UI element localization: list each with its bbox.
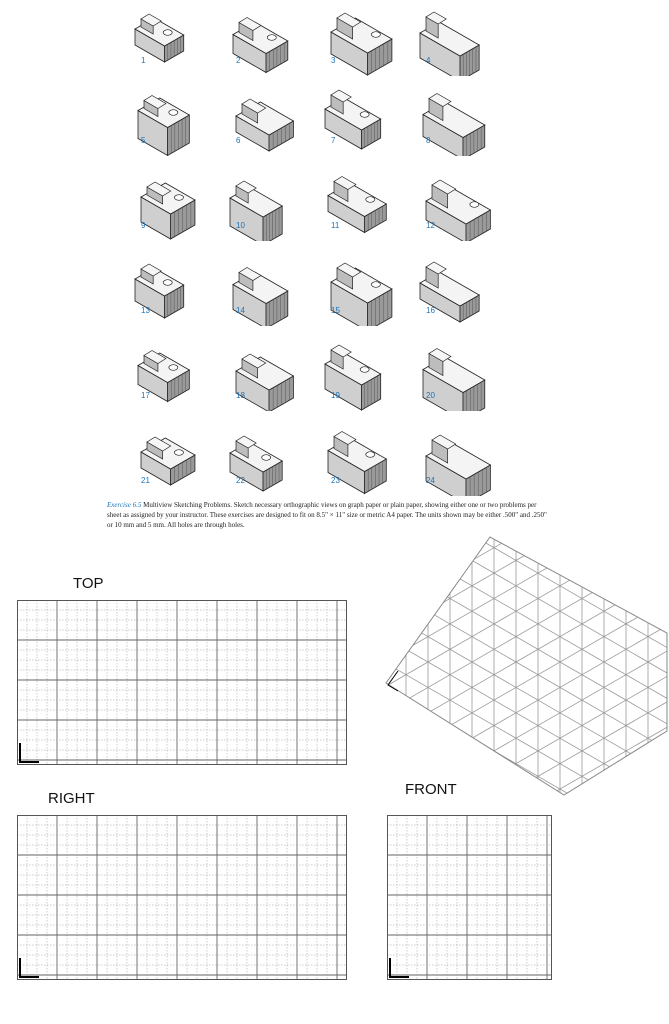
problem-sketch-4 xyxy=(400,0,500,76)
problem-7 xyxy=(305,80,409,166)
problem-sketch-16 xyxy=(400,250,500,326)
problem-sketch-17 xyxy=(115,335,215,411)
problem-17 xyxy=(115,335,219,421)
problem-number: 7 xyxy=(331,136,336,145)
problem-6 xyxy=(210,80,314,166)
problem-number: 20 xyxy=(426,391,435,400)
problem-5 xyxy=(115,80,219,166)
problem-number: 10 xyxy=(236,221,245,230)
problem-number: 23 xyxy=(331,476,340,485)
problem-number: 17 xyxy=(141,391,150,400)
problem-number: 5 xyxy=(141,136,146,145)
problem-sketch-12 xyxy=(400,165,500,241)
problem-19 xyxy=(305,335,409,421)
problem-18 xyxy=(210,335,314,421)
problem-1 xyxy=(115,0,219,86)
problem-12 xyxy=(400,165,504,251)
problem-sketch-20 xyxy=(400,335,500,411)
problem-sketch-18 xyxy=(210,335,310,411)
problem-sketch-21 xyxy=(115,420,215,496)
problem-20 xyxy=(400,335,504,421)
problem-number: 11 xyxy=(331,221,340,230)
problem-sketch-14 xyxy=(210,250,310,326)
caption-text: Multiview Sketching Problems. Sketch necessary orthographic views on graph paper or plain paper, showing either one or two problems per sheet as assigned by your instructor. These exercises are designed to fit on 8.5" × 11" size or metric A4 paper. The units shown may be either .500" and .250" or 10 mm and 5 mm. All holes are through holes. xyxy=(107,501,547,529)
problem-15 xyxy=(305,250,409,336)
problem-22 xyxy=(210,420,314,506)
problem-number: 14 xyxy=(236,306,245,315)
problem-number: 22 xyxy=(236,476,245,485)
right-view-label: RIGHT xyxy=(48,790,95,807)
problem-number: 13 xyxy=(141,306,150,315)
problem-24 xyxy=(400,420,504,506)
problem-sketch-5 xyxy=(115,80,215,156)
problem-sketch-23 xyxy=(305,420,405,496)
top-view-label: TOP xyxy=(73,575,104,592)
exercise-figure xyxy=(100,0,560,540)
problem-number: 19 xyxy=(331,391,340,400)
problem-sketch-9 xyxy=(115,165,215,241)
problem-2 xyxy=(210,0,314,86)
problem-sketch-24 xyxy=(400,420,500,496)
problem-16 xyxy=(400,250,504,336)
problem-number: 9 xyxy=(141,221,146,230)
right-view-grid xyxy=(17,815,347,980)
exercise-caption xyxy=(107,500,552,530)
exercise-label: Exercise 6.5 xyxy=(107,501,142,509)
problem-sketch-3 xyxy=(305,0,405,76)
problem-10 xyxy=(210,165,314,251)
problem-13 xyxy=(115,250,219,336)
problem-3 xyxy=(305,0,409,86)
problem-sketch-6 xyxy=(210,80,310,156)
problem-number: 6 xyxy=(236,136,241,145)
problem-sketch-1 xyxy=(115,0,215,76)
problem-9 xyxy=(115,165,219,251)
problem-number: 21 xyxy=(141,476,150,485)
front-view-label: FRONT xyxy=(405,781,457,798)
problem-number: 1 xyxy=(141,56,146,65)
problem-sketch-22 xyxy=(210,420,310,496)
problem-number: 16 xyxy=(426,306,435,315)
problem-sketch-19 xyxy=(305,335,405,411)
problem-number: 24 xyxy=(426,476,435,485)
problem-21 xyxy=(115,420,219,506)
problem-number: 4 xyxy=(426,56,431,65)
problem-sketch-7 xyxy=(305,80,405,156)
isometric-grid xyxy=(384,535,669,797)
problem-number: 3 xyxy=(331,56,336,65)
problem-8 xyxy=(400,80,504,166)
problem-sketch-15 xyxy=(305,250,405,326)
problem-number: 18 xyxy=(236,391,245,400)
top-view-grid xyxy=(17,600,347,765)
problem-11 xyxy=(305,165,409,251)
problem-23 xyxy=(305,420,409,506)
problem-sketch-8 xyxy=(400,80,500,156)
front-view-grid xyxy=(387,815,552,980)
problem-sketch-13 xyxy=(115,250,215,326)
problem-sketch-11 xyxy=(305,165,405,241)
problem-4 xyxy=(400,0,504,86)
problem-14 xyxy=(210,250,314,336)
problem-number: 12 xyxy=(426,221,435,230)
problem-number: 8 xyxy=(426,136,431,145)
problem-number: 2 xyxy=(236,56,241,65)
problem-sketch-2 xyxy=(210,0,310,76)
problem-sketch-10 xyxy=(210,165,310,241)
problem-number: 15 xyxy=(331,306,340,315)
